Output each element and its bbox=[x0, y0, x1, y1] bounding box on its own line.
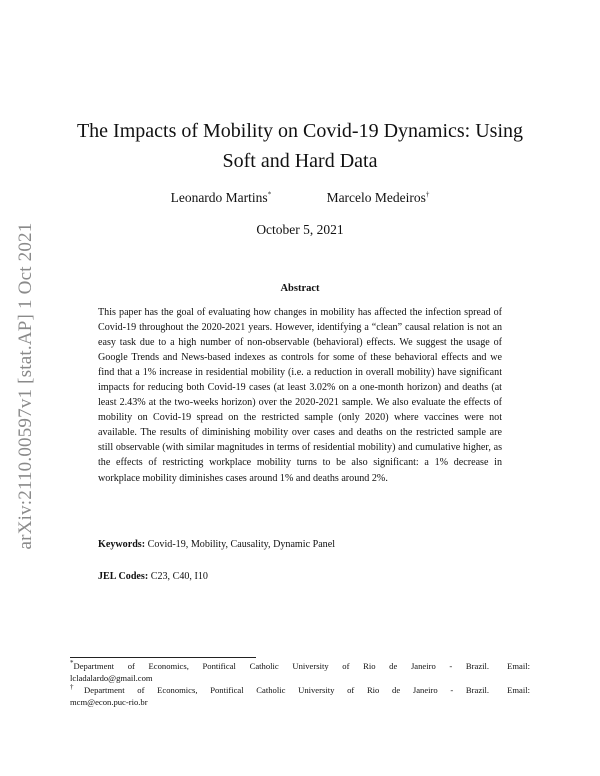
keywords-label: Keywords: bbox=[98, 539, 146, 550]
author-1-name: Leonardo Martins bbox=[170, 190, 268, 205]
footnotes bbox=[70, 661, 530, 709]
author-2-name: Marcelo Medeiros bbox=[326, 190, 426, 205]
author-1-mark: * bbox=[267, 190, 272, 199]
footnote-1 bbox=[70, 661, 530, 684]
arxiv-identifier bbox=[12, 200, 40, 572]
abstract-text: This paper has the goal of evaluating how changes in mobility has affected the infection spread of Covid-19 throughout the 2020-2021 years. However, identifying a “clean” causal relation is not an easy task due to a high number of non-observable (behavioral) effects. We suggest the usage of Google Trends and News-based indexes as controls for some of these behavioral effects and we find that a 1% increase in residential mobility (i.e. a reduction in overall mobility) have significant impacts for reducing both Covid-19 cases (at least 3.02% on a one-month horizon) and deaths (at least 2.43% at the two-weeks horizon) over the 2020-2021 sample. We also evaluate the effects of mobility on Covid-19 spread on the restricted sample (only 2020) where vaccines were not available. The results of diminishing mobility over cases and deaths on the restricted sample are still observable (with similar magnitudes in terms of residential mobility) and cumulative higher, as the effects of restricting workplace mobility turns to be also significant: a 1% decrease in workplace mobility diminishes cases around 1% and deaths around 2%. bbox=[98, 307, 502, 484]
footnote-2-email[interactable]: mcm@econ.puc-rio.br bbox=[70, 696, 148, 707]
paper-title: The Impacts of Mobility on Covid-19 Dynamics: Using Soft and Hard Data bbox=[76, 120, 524, 172]
jel-codes-line bbox=[98, 570, 502, 584]
author-2 bbox=[327, 190, 430, 205]
author-list bbox=[0, 190, 600, 206]
keywords-line bbox=[98, 538, 502, 552]
footnote-2-text: Department of Economics, Pontifical Catholic University of Rio de Janeiro - Brazil. bbox=[84, 685, 490, 696]
author-2-mark: † bbox=[425, 190, 430, 199]
footnote-2-mark: † bbox=[70, 683, 85, 692]
abstract-heading: Abstract bbox=[280, 283, 320, 294]
footnote-1-email-label: Email: bbox=[507, 661, 530, 671]
footnote-2-email-label: Email: bbox=[507, 685, 530, 696]
footnote-divider bbox=[70, 657, 256, 658]
keywords-value: Covid-19, Mobility, Causality, Dynamic Panel bbox=[147, 539, 336, 550]
footnote-2 bbox=[70, 685, 530, 708]
author-1 bbox=[171, 190, 272, 205]
jel-value: C23, C40, I10 bbox=[150, 571, 208, 582]
jel-label: JEL Codes: bbox=[98, 571, 149, 582]
footnote-1-mark: * bbox=[70, 659, 74, 668]
footnote-1-email[interactable]: lcladalardo@gmail.com bbox=[70, 672, 153, 683]
footnote-1-text: Department of Economics, Pontifical Catholic University of Rio de Janeiro - Brazil. bbox=[73, 661, 490, 671]
paper-date: October 5, 2021 bbox=[256, 222, 344, 237]
arxiv-identifier-text: arXiv:2110.00597v1 [stat.AP] 1 Oct 2021 bbox=[15, 222, 36, 550]
